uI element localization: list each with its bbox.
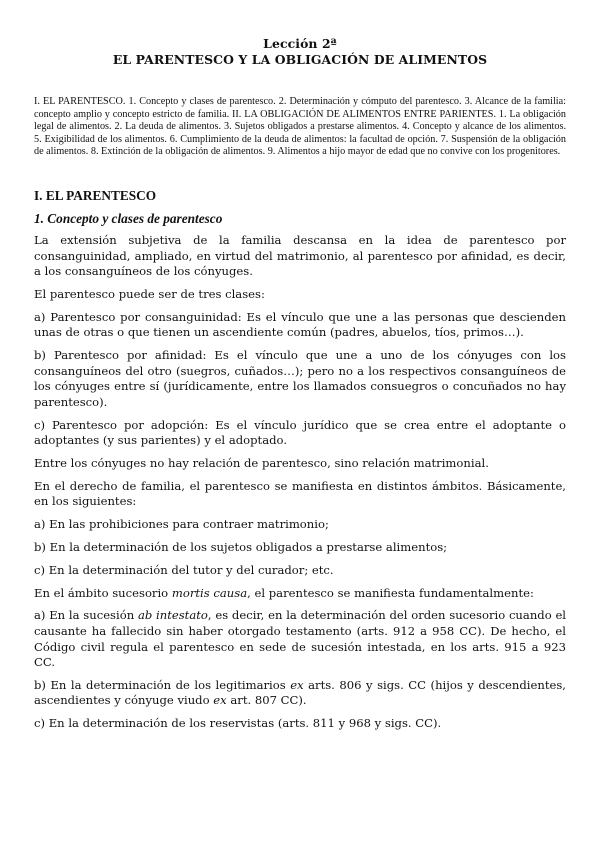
paragraph-intro: La extensión subjetiva de la familia descansa en la idea de parentesco por consanguinidad, ampliado, en virtud del matrimonio, al parentesco por afinidad, es decir, a los consanguíneos de los cónyuges.	[34, 232, 566, 279]
list-item-alimony: b) En la determinación de los sujetos obligados a prestarse alimentos;	[34, 539, 448, 554]
text-run: art. 807 CC).	[226, 693, 307, 708]
list-item-intestate	[34, 608, 566, 670]
paragraph-family-law: En el derecho de familia, el parentesco se manifiesta en distintos ámbitos. Básicamente, en los siguientes:	[34, 478, 566, 509]
italic-term: ab intestato	[137, 608, 208, 623]
paragraph-adoption: c) Parentesco por adopción: Es el vínculo jurídico que se crea entre el adoptante o adoptantes (y sus parientes) y el adoptado.	[34, 417, 566, 448]
paragraph-classes: El parentesco puede ser de tres clases:	[34, 286, 265, 301]
list-item-reservists: c) En la determinación de los reservistas (arts. 811 y 968 y sigs. CC).	[34, 716, 442, 731]
paragraph-spouses: Entre los cónyuges no hay relación de parentesco, sino relación matrimonial.	[34, 456, 489, 471]
list-item-guardian: c) En la determinación del tutor y del curador; etc.	[34, 562, 334, 577]
list-item-heirs	[34, 678, 566, 709]
text-run: En el ámbito sucesorio	[34, 585, 172, 600]
text-run: a) En la sucesión	[34, 608, 138, 623]
italic-term: ex	[213, 693, 227, 708]
section-heading: I. EL PARENTESCO	[34, 187, 157, 203]
italic-term: ex	[290, 677, 304, 692]
lesson-summary: I. EL PARENTESCO. 1. Concepto y clases de parentesco. 2. Determinación y cómputo del parentesco. 3. Alcance de la familia: concepto amplio y concepto estricto de familia. II. LA OBLIGACIÓN DE ALIMENTOS ENTRE PARIENTES. 1. La obligación legal de alimentos. 2. La deuda de alimentos. 3. Sujetos obligados a prestarse alimentos. 4. Concepto y alcance de los alimentos. 5. Exigibilidad de los alimentos. 6. Cumplimiento de la deuda de alimentos: la facultad de opción. 7. Suspensión de la obligación de alimentos. 8. Extinción de la obligación de alimentos. 9. Alimentos a hijo mayor de edad que no convive con los progenitores.	[34, 96, 566, 158]
text-run: , es decir, en la determinación del orden sucesorio cuando el causante ha fallecido sin haber otorgado testamento (arts. 912 a 958 CC). De hecho, el Código civil regula el parentesco en sede de sucesión intestada, en los arts. 915 a 923 CC.	[34, 608, 567, 670]
text-run: , el parentesco se manifiesta fundamentalmente:	[247, 585, 534, 600]
title-block	[34, 36, 566, 68]
lesson-title: EL PARENTESCO Y LA OBLIGACIÓN DE ALIMENTOS	[112, 52, 488, 67]
document-page	[34, 36, 566, 732]
text-run: arts. 806 y sigs. CC (hijos y descendientes, ascendientes y cónyuge viudo	[34, 677, 566, 708]
paragraph-affinity: b) Parentesco por afinidad: Es el vínculo que une a uno de los cónyuges con los consanguíneos del otro (suegros, cuñados…); pero no a los respectivos consanguíneos de los cónyuges entre sí (jurídicamente, entre los llamados consuegros o concuñados no hay parentesco).	[34, 348, 566, 409]
paragraph-succession	[34, 586, 566, 602]
text-run: b) En la determinación de los legitimarios	[34, 677, 291, 692]
subsection-heading: 1. Concepto y clases de parentesco	[34, 210, 223, 226]
list-item-marriage: a) En las prohibiciones para contraer matrimonio;	[34, 517, 329, 532]
lesson-number: Lección 2ª	[263, 36, 337, 51]
paragraph-consanguinity: a) Parentesco por consanguinidad: Es el vínculo que une a las personas que descienden unas de otras o que tienen un ascendiente común (padres, abuelos, tíos, primos…).	[34, 309, 566, 340]
italic-term: mortis causa	[171, 585, 248, 600]
